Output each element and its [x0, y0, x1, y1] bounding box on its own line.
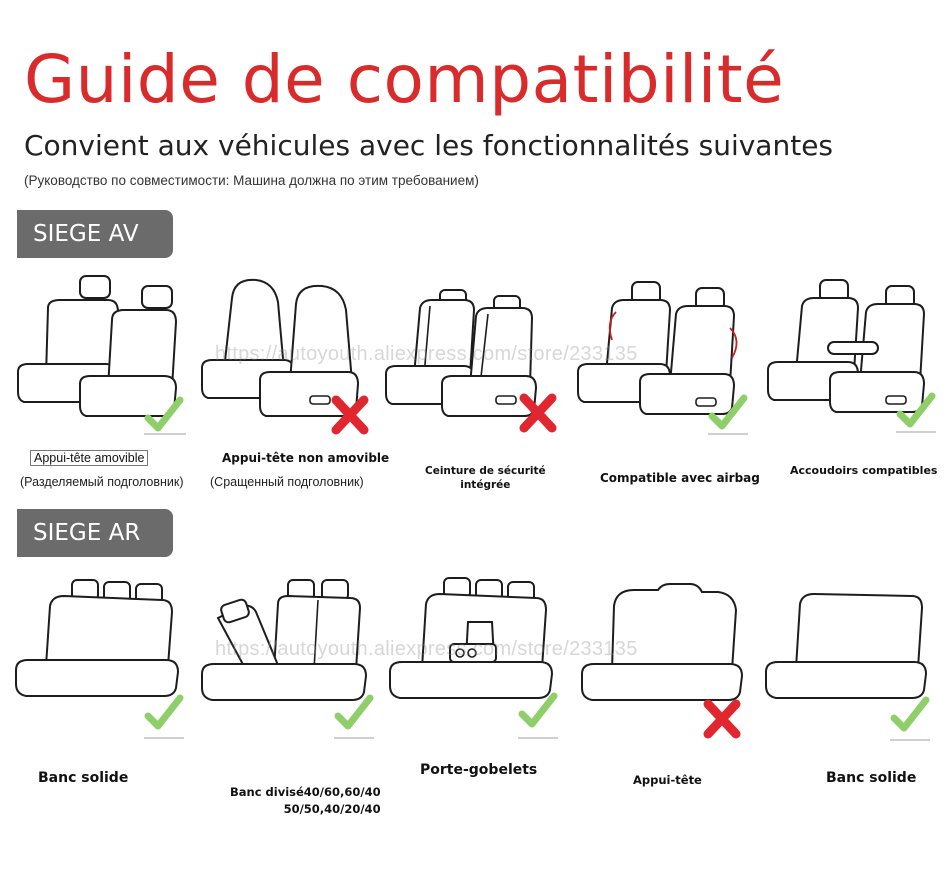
front-item-1-label: Appui-tête amovible: [30, 450, 148, 467]
front-item-2-sub: (Сращенный подголовник): [210, 475, 364, 489]
front-item-3-label: Ceinture de sécurité intégrée: [425, 465, 546, 491]
check-icon: [764, 592, 944, 747]
check-icon: [14, 272, 194, 442]
check-icon: [764, 276, 944, 441]
russian-note: (Руководство по совместимости: Машина должна по этим требованием): [24, 173, 479, 188]
rear-bench-no-headrest-icon: [764, 592, 944, 747]
rear-bench-split-icon: [198, 578, 383, 748]
check-icon: [198, 578, 383, 748]
page-title: Guide de compatibilité: [24, 41, 785, 118]
rear-item-5-label: Banc solide: [826, 770, 917, 786]
front-item-2-label: Appui-tête non amovible: [222, 451, 390, 465]
rear-bench-cupholder-icon: [386, 576, 566, 746]
front-item-1-sub: (Разделяемый подголовник): [20, 475, 184, 489]
check-icon: [12, 578, 192, 748]
rear-seat-tab: SIEGE AR: [17, 509, 173, 557]
rear-item-1-label: Banc solide: [38, 770, 129, 786]
watermark-front: https://autoyouth.aliexpress.com/store/233135: [215, 343, 638, 365]
cross-icon: [578, 582, 758, 747]
rear-bench-solid-icon: [12, 578, 192, 748]
front-seats-removable-headrest-icon: [14, 272, 194, 442]
watermark-rear: https://autoyouth.aliexpress.com/store/233135: [215, 638, 638, 660]
page-subtitle: Convient aux véhicules avec les fonctionnalités suivantes: [24, 129, 834, 162]
front-seat-tab: SIEGE AV: [17, 210, 173, 258]
check-icon: [386, 576, 566, 746]
rear-item-2-label: Banc divisé40/60,60/40 50/50,40/20/40: [230, 785, 381, 816]
front-seats-armrest-icon: [764, 276, 944, 441]
front-item-5-label: Accoudoirs compatibles: [790, 464, 938, 477]
rear-bench-headrest-icon: [578, 582, 758, 747]
rear-item-4-label: Appui-tête: [633, 773, 702, 787]
front-item-4-label: Compatible avec airbag: [600, 471, 760, 485]
rear-item-3-label: Porte-gobelets: [420, 762, 538, 778]
